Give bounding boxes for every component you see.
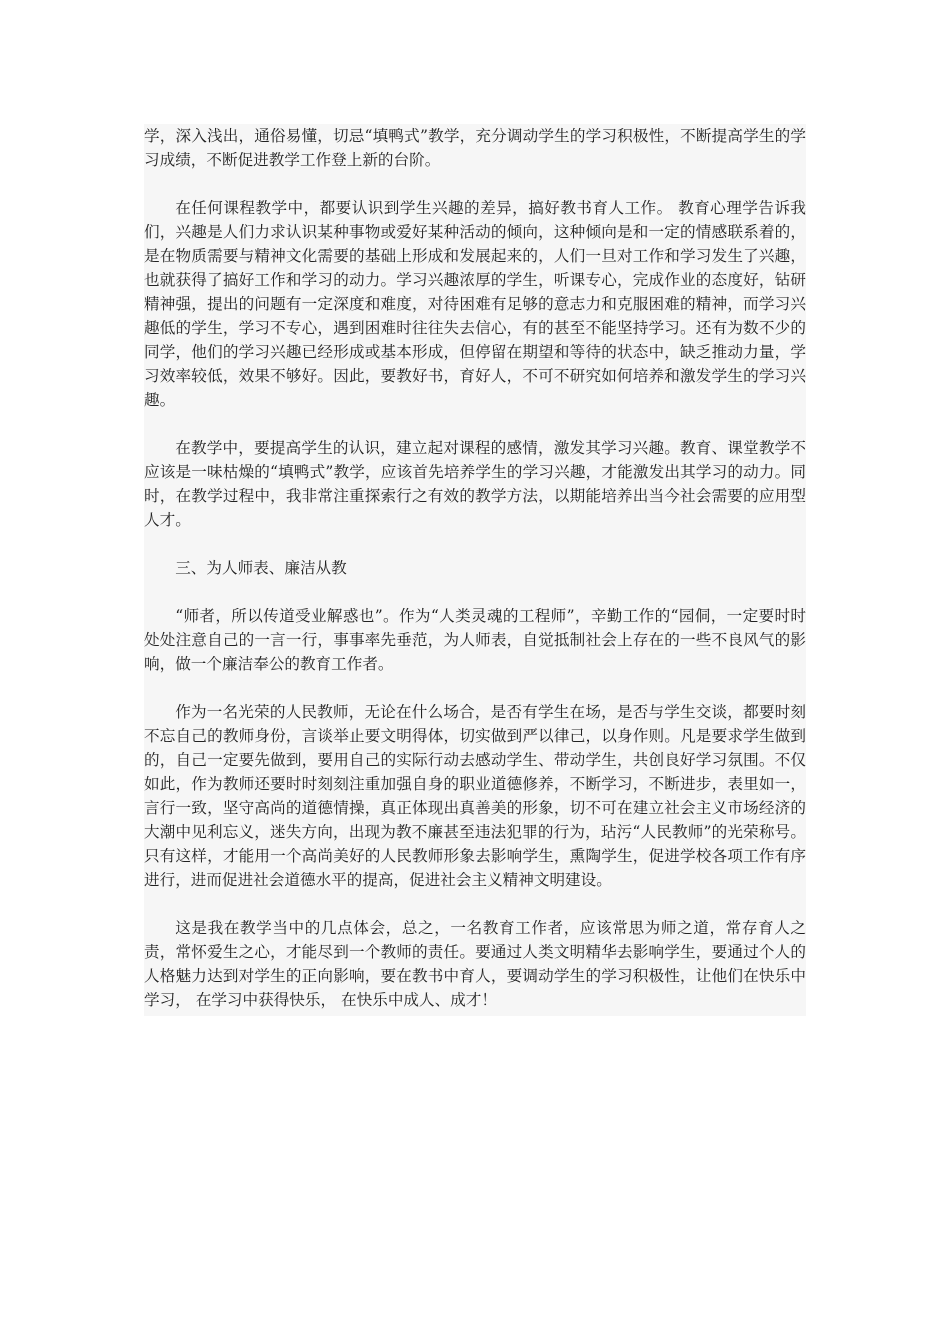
section-heading: 三、为人师表、廉洁从教 bbox=[175, 559, 347, 577]
paragraph-teacher-ethics: 作为一名光荣的人民教师，无论在什么场合，是否有学生在场，是否与学生交谈，都要时刻不忘自己的教师身份，言谈举止要文明得体，切实做到严以律己，以身作则。凡是要求学生做到的，自己一定要先做到，要用自己的实际行动去感动学生、带动学生，共创良好学习氛围。不仅如此，作为教师还要时时刻刻注重加强自身的职业道德修养，不断学习，不断进步，表里如一，言行一致，坚守高尚的道德情操，真正体现出真善美的形象，切不可在建立社会主义市场经济的大潮中见利忘义，迷失方向，出现为教不廉甚至违法犯罪的行为，玷污“人民教师”的光荣称号。只有这样，才能用一个高尚美好的人民教师形象去影响学生，熏陶学生，促进学校各项工作有序进行，进而促进社会道德水平的提高，促进社会主义精神文明建设。 bbox=[144, 703, 806, 889]
paragraph-teacher-quote: “师者，所以传道受业解惑也”。作为“人类灵魂的工程师”，辛勤工作的“园侗，一定要时时处处注意自己的一言一行，事事率先垂范，为人师表，自觉抵制社会上存在的一些不良风气的影响，做一个廉洁奉公的教育工作者。 bbox=[144, 607, 806, 673]
paragraph-gap bbox=[144, 412, 806, 436]
paragraph-gap bbox=[144, 892, 806, 916]
paragraph-gap bbox=[144, 532, 806, 556]
paragraph-interest-differences: 在任何课程教学中，都要认识到学生兴趣的差异，搞好教书育人工作。 教育心理学告诉我们，兴趣是人们力求认识某种事物或爱好某种活动的倾向，这种倾向是和一定的情感联系着的，是在物质需要与精神文化需要的基础上形成和发展起来的，人们一旦对工作和学习发生了兴趣，也就获得了搞好工作和学习的动力。学习兴趣浓厚的学生，听课专心，完成作业的态度好，钻研精神强，提出的问题有一定深度和难度，对待困难有足够的意志力和克服困难的精神，而学习兴趣低的学生，学习不专心，遇到困难时往往失去信心，有的甚至不能坚持学习。还有为数不少的同学，他们的学习兴趣已经形成或基本形成，但停留在期望和等待的状态中，缺乏推动力量，学习效率较低，效果不够好。因此，要教好书，育好人，不可不研究如何培养和激发学生的学习兴趣。 bbox=[144, 199, 806, 409]
paragraph-conclusion: 这是我在教学当中的几点体会，总之，一名教育工作者，应该常思为师之道，常存育人之责，常怀爱生之心，才能尽到一个教师的责任。要通过人类文明精华去影响学生，要通过个人的人格魅力达到对学生的正向影响，要在教书中育人，要调动学生的学习积极性，让他们在快乐中学习， 在学习中获得快乐， 在快乐中成人、成才！ bbox=[144, 919, 806, 1009]
paragraph-gap bbox=[144, 580, 806, 604]
paragraph-stimulate-interest: 在教学中，要提高学生的认识，建立起对课程的感情，激发其学习兴趣。教育、课堂教学不应该是一味枯燥的“填鸭式”教学，应该首先培养学生的学习兴趣，才能激发出其学习的动力。同时，在教学过程中，我非常注重探索行之有效的教学方法，以期能培养出当今社会需要的应用型人才。 bbox=[144, 439, 806, 529]
paragraph-gap bbox=[144, 676, 806, 700]
document-body bbox=[144, 124, 806, 1016]
paragraph-gap bbox=[144, 172, 806, 196]
paragraph-continuation: 学，深入浅出，通俗易懂，切忌“填鸭式”教学，充分调动学生的学习积极性，不断提高学生的学习成绩，不断促进教学工作登上新的台阶。 bbox=[144, 127, 806, 169]
